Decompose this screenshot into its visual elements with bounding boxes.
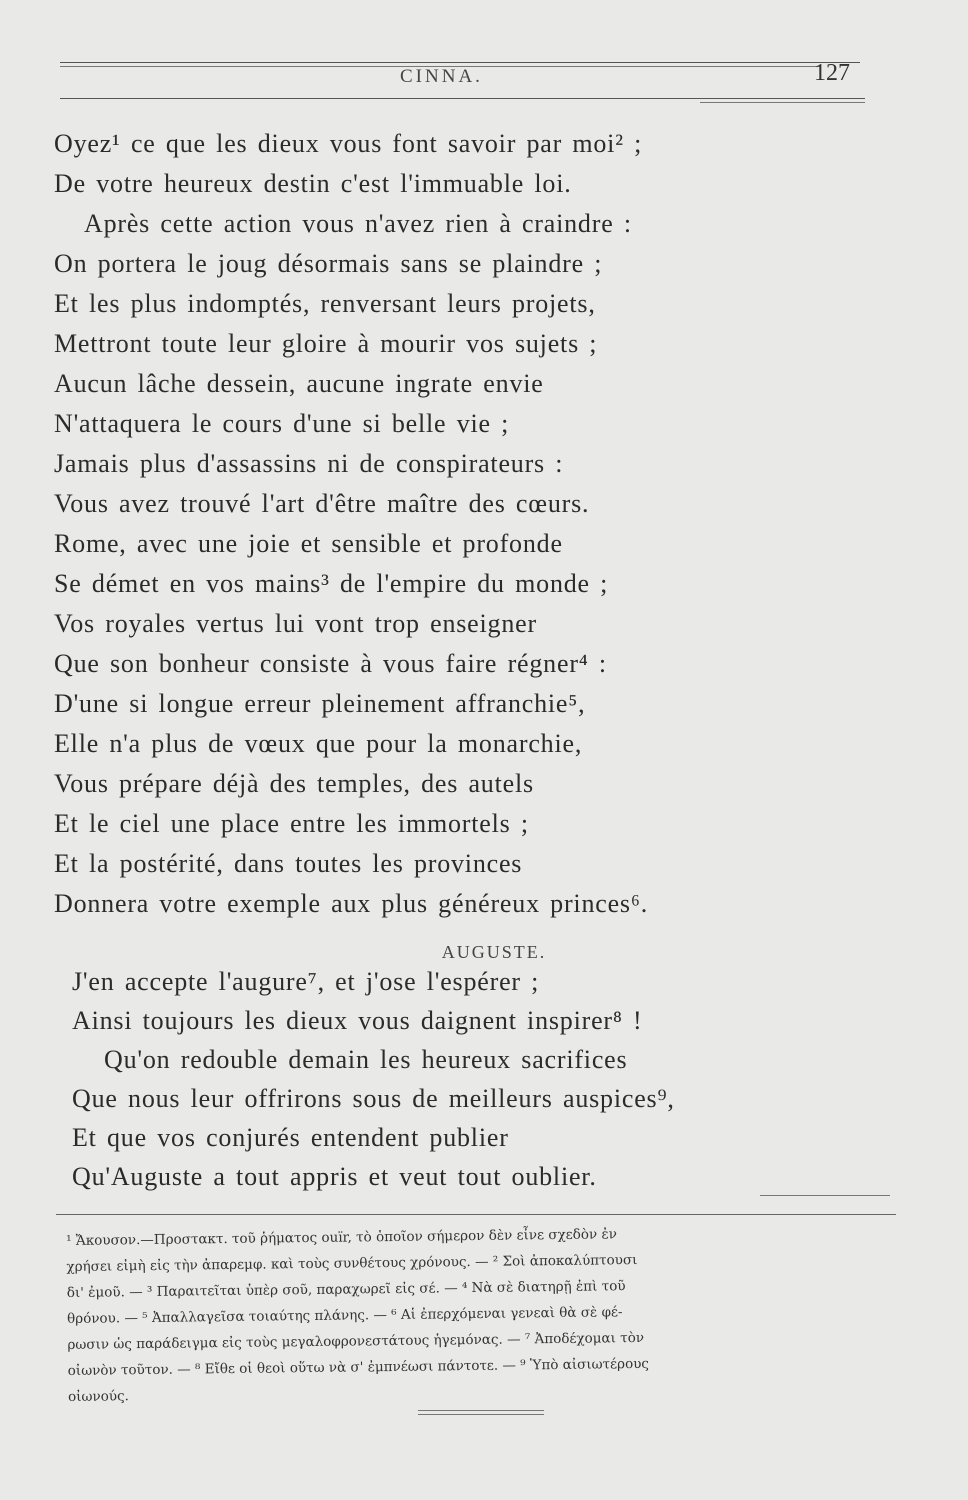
verse-line: Et le ciel une place entre les immortels ;: [54, 809, 529, 838]
footnote-line: θρόνου. — ⁵ Ἀπαλλαγεῖσα τοιαύτης πλάνης. — ⁶ Αἱ ἐπερχόμεναι γενεαὶ θὰ σὲ φέ-: [67, 1304, 623, 1327]
footnote-line: δι' ἐμοῦ. — ³ Παραιτεῖται ὑπὲρ σοῦ, παραχωρεῖ εἰς σέ. — ⁴ Νὰ σὲ διατηρῇ ἐπὶ τοῦ: [66, 1278, 626, 1301]
verse-line: Et la postérité, dans toutes les provinces: [54, 849, 523, 878]
verse-line: Oyez¹ ce que les dieux vous font savoir par moi² ;: [54, 129, 643, 158]
speaker-name: AUGUSTE.: [441, 942, 547, 962]
verse-line: Vous avez trouvé l'art d'être maître des cœurs.: [54, 489, 590, 518]
verse-line: Et que vos conjurés entendent publier: [72, 1123, 509, 1152]
header-rule-top: [60, 62, 860, 63]
verse-line: J'en accepte l'augure⁷, et j'ose l'espérer ;: [72, 967, 540, 996]
verse-block-cinna: [54, 124, 904, 970]
verse-line: Et les plus indomptés, renversant leurs projets,: [54, 289, 596, 318]
verse-line: Qu'on redouble demain les heureux sacrifices: [104, 1045, 628, 1074]
verse-line: Donnera votre exemple aux plus généreux princes⁶.: [54, 889, 649, 918]
bottom-rule: [418, 1410, 544, 1411]
verse-block-auguste: [72, 962, 922, 1196]
bottom-rule-2: [418, 1414, 544, 1415]
verse-line: N'attaquera le cours d'une si belle vie ;: [54, 409, 510, 438]
verse-line: Qu'Auguste a tout appris et veut tout oublier.: [72, 1162, 597, 1191]
footnotes: [66, 1218, 908, 1410]
verse-line: On portera le joug désormais sans se plaindre ;: [54, 249, 603, 278]
header-rule-bottom-2: [700, 102, 865, 103]
verse-line: Jamais plus d'assassins ni de conspirateurs :: [54, 449, 564, 478]
verse-line: Rome, avec une joie et sensible et profonde: [54, 529, 563, 558]
verse-line: D'une si longue erreur pleinement affranchie⁵,: [54, 689, 586, 718]
footnote-rule: [56, 1214, 896, 1215]
verse-line: Vos royales vertus lui vont trop enseigner: [54, 609, 537, 638]
footnote-line: χρήσει εἰμὴ εἰς τὴν ἀπαρεμφ. καὶ τοὺς συνθέτους χρόνους. — ² Σοὶ ἀποκαλύπτουσι: [66, 1252, 638, 1275]
verse-line: De votre heureux destin c'est l'immuable loi.: [54, 169, 572, 198]
footnote-line: ¹ Ἄκουσον.—Προστακτ. τοῦ ῥήματος ouïr, τὸ ὁποῖον σήμερον δὲν εἶνε σχεδὸν ἐν: [66, 1226, 618, 1249]
verse-line: Elle n'a plus de vœux que pour la monarchie,: [54, 729, 583, 758]
footnote-line: οἰωνούς.: [67, 1388, 129, 1405]
footnote-line: ρωσιν ὡς παράδειγμα εἰς τοὺς μεγαλοφρονεστάτους ἡγεμόνας. — ⁷ Ἀποδέχομαι τὸν: [67, 1329, 645, 1353]
verse-line: Ainsi toujours les dieux vous daignent inspirer⁸ !: [72, 1006, 643, 1035]
verse-line: Que nous leur offrirons sous de meilleurs auspices⁹,: [72, 1084, 675, 1113]
verse-line: Se démet en vos mains³ de l'empire du monde ;: [54, 569, 609, 598]
page-number: 127: [814, 60, 850, 86]
running-head-title: CINNA.: [400, 66, 483, 87]
verse-line: Vous prépare déjà des temples, des autels: [54, 769, 534, 798]
footnote-rule-short: [760, 1195, 890, 1196]
verse-line: Aucun lâche dessein, aucune ingrate envie: [54, 369, 544, 398]
header-rule-bottom: [60, 98, 865, 99]
footnote-line: οἰωνὸν τοῦτον. — ⁸ Εἴθε οἱ θεοὶ οὕτω νὰ σ' ἐμπνέωσι πάντοτε. — ⁹ Ὑπὸ αἰσιωτέρους: [67, 1355, 650, 1379]
verse-line: Que son bonheur consiste à vous faire régner⁴ :: [54, 649, 607, 678]
verse-line: Mettront toute leur gloire à mourir vos sujets ;: [54, 329, 598, 358]
verse-line: Après cette action vous n'avez rien à craindre :: [84, 209, 632, 238]
